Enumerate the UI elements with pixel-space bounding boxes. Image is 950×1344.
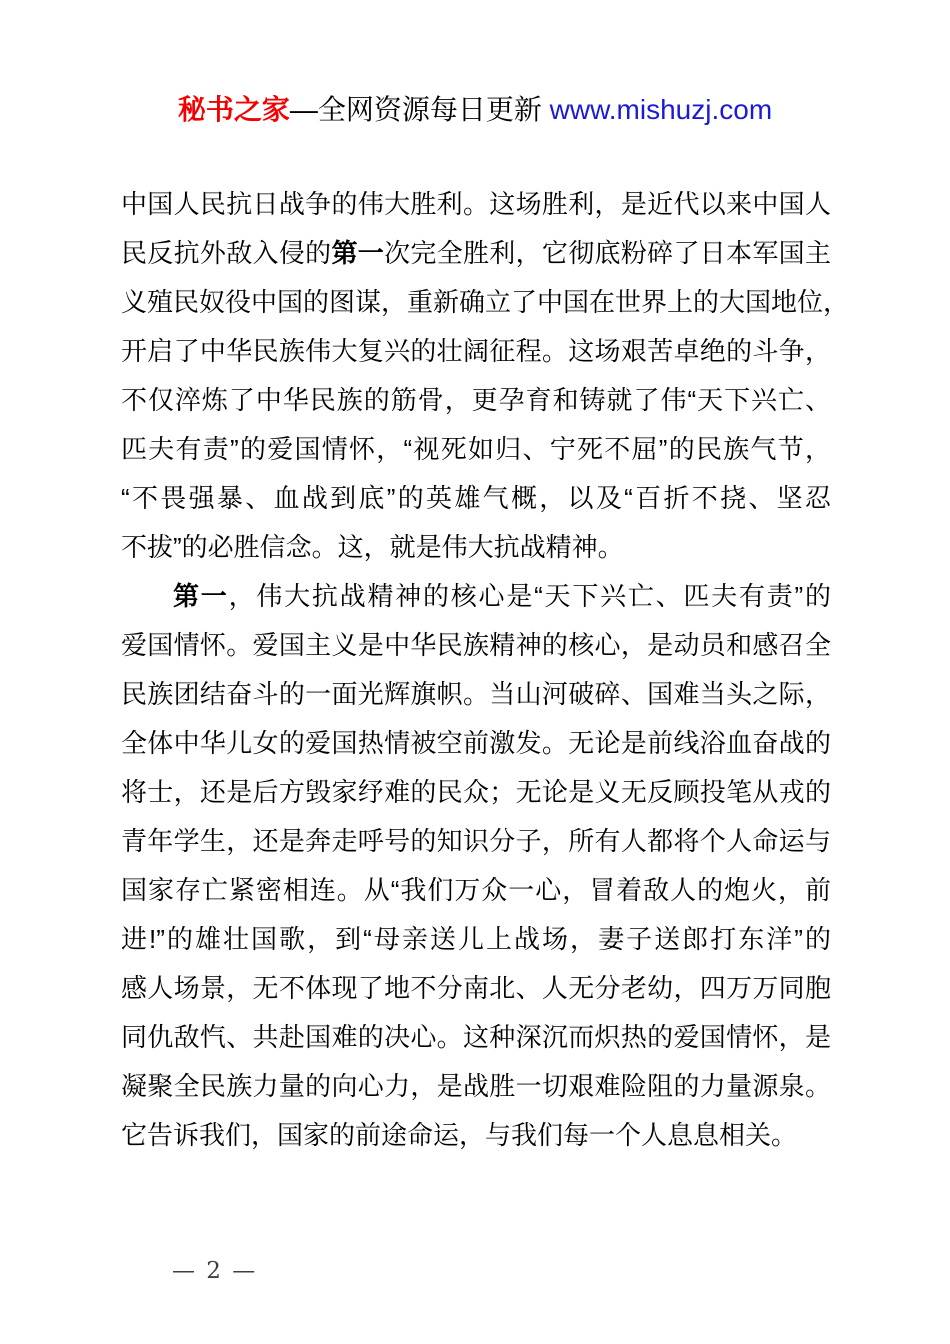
text-line (121, 866, 831, 915)
text-line (121, 1013, 831, 1062)
document-body (121, 180, 850, 1160)
text-segment: 凝聚全民族力量的向心力，是战胜一切艰难险阻的力量源泉。 (121, 1071, 831, 1101)
text-line (121, 1062, 831, 1111)
text-segment: 义殖民奴役中国的图谋，重新确立了中国在世界上的大国地位， (121, 287, 850, 317)
site-url-link[interactable]: www.mishuzj.com (549, 94, 773, 125)
text-segment: 国家存亡紧密相连。从“我们万众一心，冒着敌人的炮火，前 (121, 875, 831, 905)
text-segment: “不畏强暴、血战到底”的英雄气概，以及“百折不挠、坚忍 (121, 483, 831, 513)
text-segment: 进!”的雄壮国歌，到“母亲送儿上战场，妻子送郎打东洋”的 (121, 924, 831, 954)
text-segment: ，伟大抗战精神的核心是“天下兴亡、匹夫有责”的 (228, 581, 831, 611)
text-line (121, 425, 831, 474)
text-segment: 全体中华儿女的爱国热情被空前激发。无论是前线浴血奋战的 (121, 728, 831, 758)
text-segment: 开启了中华民族伟大复兴的壮阔征程。这场艰苦卓绝的斗争， (121, 336, 831, 366)
text-line (121, 278, 850, 327)
text-line (121, 572, 831, 621)
text-line (121, 327, 831, 376)
text-segment: 青年学生，还是奔走呼号的知识分子，所有人都将个人命运与 (121, 826, 831, 856)
text-segment: 匹夫有责”的爱国情怀，“视死如归、宁死不屈”的民族气节， (121, 434, 831, 464)
text-line (121, 229, 831, 278)
page-header (0, 88, 950, 132)
text-segment: 同仇敌忾、共赴国难的决心。这种深沉而炽热的爱国情怀，是 (121, 1022, 831, 1052)
text-segment: 民族团结奋斗的一面光辉旗帜。当山河破碎、国难当头之际， (121, 679, 831, 709)
bold-text-segment: 第一 (173, 581, 229, 611)
text-segment: 不仅淬炼了中华民族的筋骨，更孕育和铸就了伟“天下兴亡、 (121, 385, 831, 415)
text-line (121, 474, 831, 523)
text-segment: 它告诉我们，国家的前途命运，与我们每一个人息息相关。 (121, 1120, 798, 1150)
text-line (121, 1111, 831, 1160)
text-segment: 将士，还是后方毁家纾难的民众；无论是义无反顾投笔从戎的 (121, 777, 831, 807)
text-line (121, 964, 831, 1013)
text-line (121, 817, 831, 866)
text-line (121, 719, 831, 768)
page-footer (172, 1258, 257, 1284)
text-segment: 中国人民抗日战争的伟大胜利。这场胜利，是近代以来中国人 (121, 189, 831, 219)
text-line (121, 180, 831, 229)
text-line (121, 376, 831, 425)
bold-text-segment: 第一 (331, 238, 385, 268)
site-brand: 秘书之家 (177, 94, 290, 125)
text-line (121, 523, 831, 572)
page-number: — 2 — (172, 1258, 258, 1284)
text-segment: 民反抗外敌入侵的 (121, 238, 332, 268)
site-tagline: —全网资源每日更新 (289, 94, 550, 125)
text-segment: 感人场景，无不体现了地不分南北、人无分老幼，四万万同胞 (121, 973, 831, 1003)
text-line (121, 768, 831, 817)
text-line (121, 915, 831, 964)
text-segment: 爱国情怀。爱国主义是中华民族精神的核心，是动员和感召全 (121, 630, 831, 660)
text-line (121, 621, 831, 670)
text-segment: 不拔”的必胜信念。这，就是伟大抗战精神。 (121, 532, 624, 562)
text-line (121, 670, 831, 719)
text-segment: 次完全胜利，它彻底粉碎了日本军国主 (384, 238, 831, 268)
